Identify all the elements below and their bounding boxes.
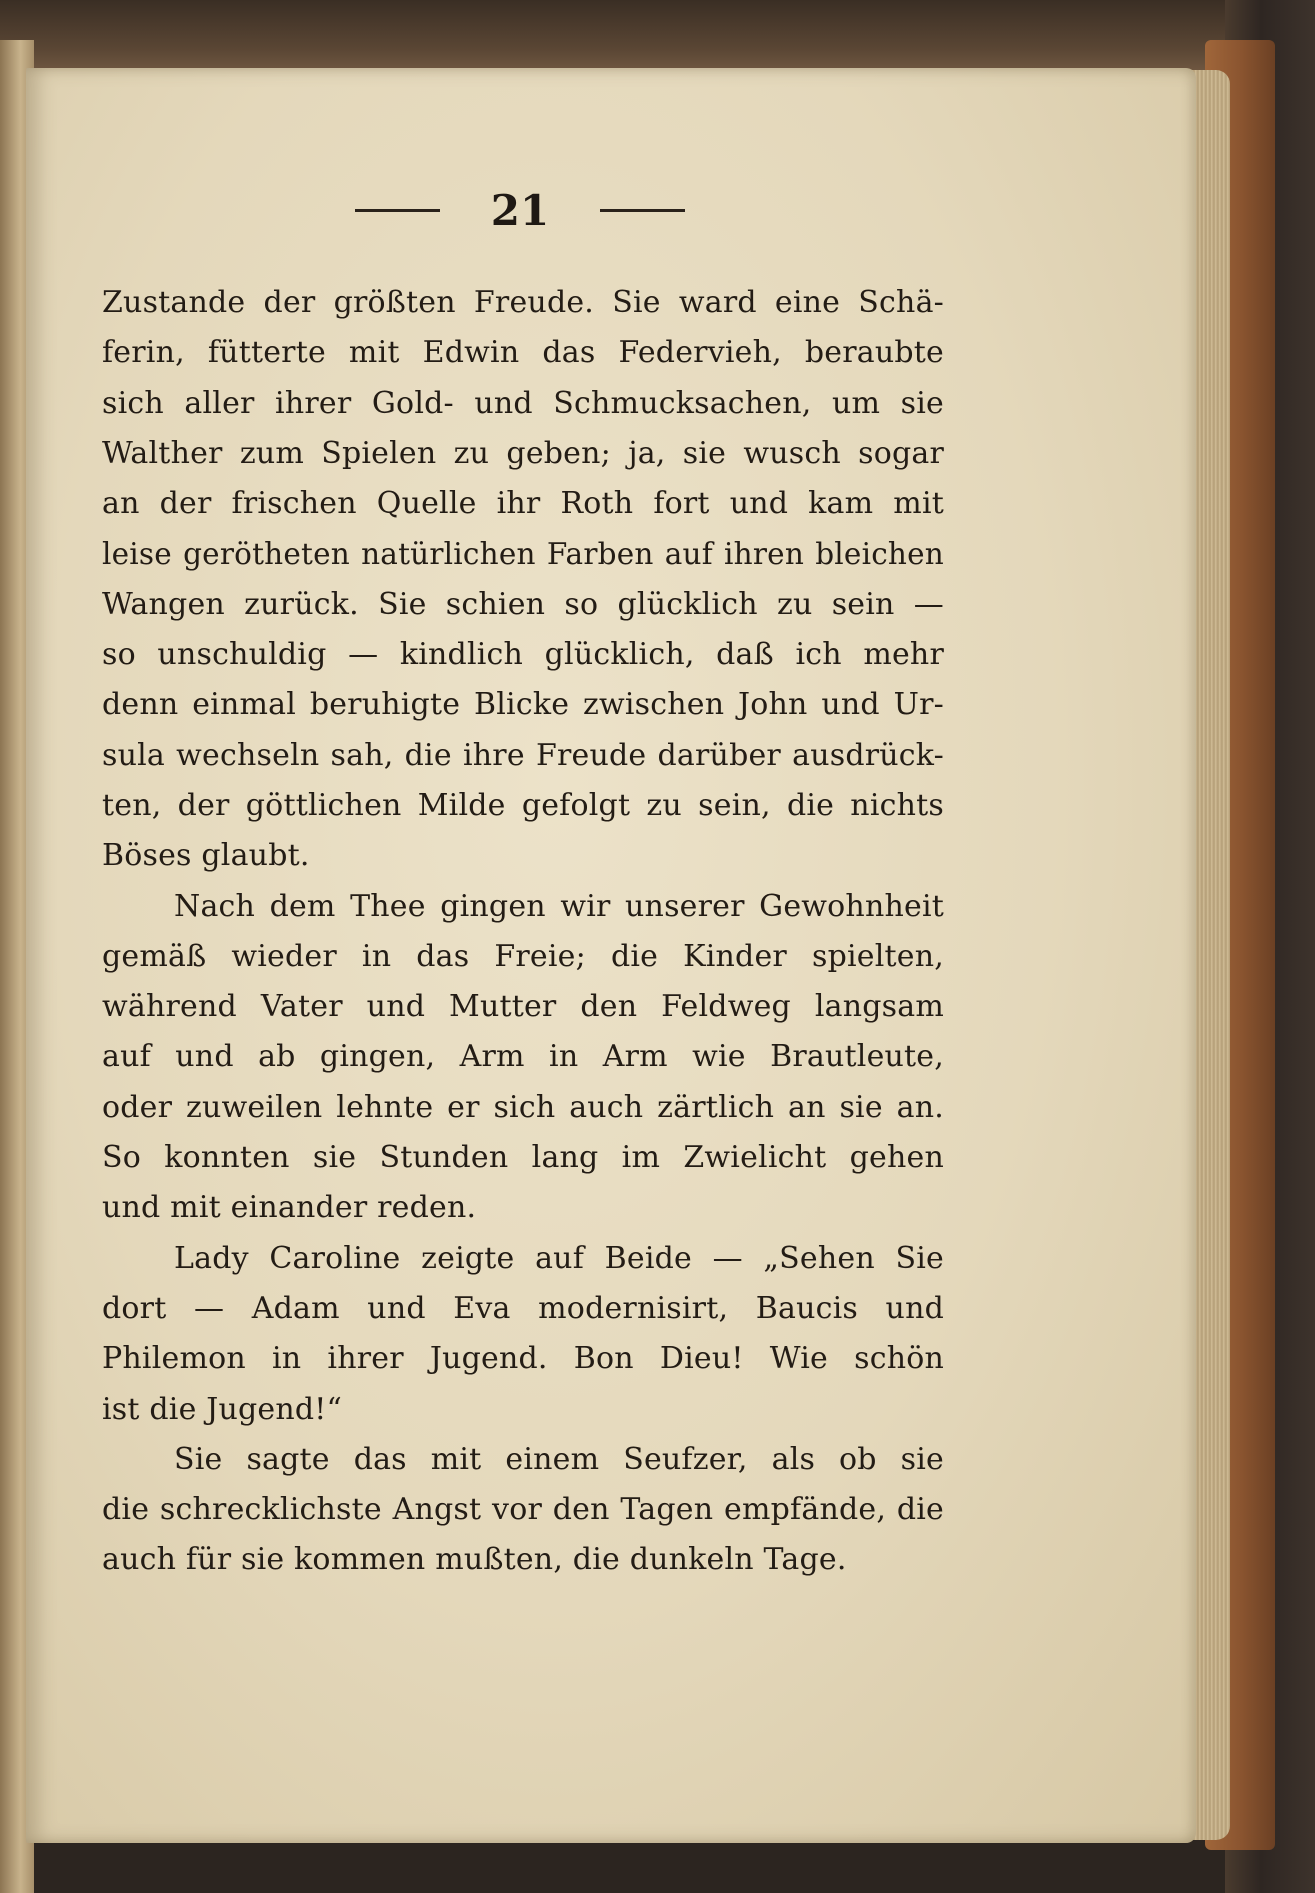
text-line: ist die Jugend!“ xyxy=(102,1391,343,1427)
text-line: Nach dem Thee gingen wir unserer Gewohnheit xyxy=(174,888,944,924)
text-line: Sie sagte das mit einem Seufzer, als ob sie xyxy=(174,1441,944,1477)
text-line: Wangen zurück. Sie schien so glücklich zu sein — xyxy=(102,586,944,622)
paragraph xyxy=(102,1234,944,1435)
book-binding-top xyxy=(0,0,1315,70)
text-line: ten, der göttlichen Milde gefolgt zu sein, die nichts xyxy=(102,787,944,823)
paragraph xyxy=(102,278,944,882)
text-line: denn einmal beruhigte Blicke zwischen John und Ur- xyxy=(102,687,944,723)
text-line: auch für sie kommen mußten, die dunkeln Tage. xyxy=(102,1542,847,1578)
paragraph xyxy=(102,882,944,1234)
text-line: sula wechseln sah, die ihre Freude darüber ausdrück- xyxy=(102,737,944,773)
text-line: an der frischen Quelle ihr Roth fort und kam mit xyxy=(102,486,944,522)
text-line: leise gerötheten natürlichen Farben auf ihren bleichen xyxy=(102,537,944,572)
text-line: Zustande der größten Freude. Sie ward eine Schä- xyxy=(102,285,944,320)
text-line: oder zuweilen lehnte er sich auch zärtlich an sie an. xyxy=(102,1089,944,1125)
text-line: ferin, fütterte mit Edwin das Federvieh, beraubte xyxy=(102,335,944,371)
text-line: Böses glaubt. xyxy=(102,838,310,874)
page-number: 21 xyxy=(490,185,550,235)
text-line: während Vater und Mutter den Feldweg langsam xyxy=(102,989,944,1025)
paragraph xyxy=(102,1435,944,1586)
text-line: gemäß wieder in das Freie; die Kinder spielten, xyxy=(102,938,944,974)
header-rule-right xyxy=(600,209,685,212)
text-line: So konnten sie Stunden lang im Zwielicht gehen xyxy=(102,1140,944,1176)
text-line: dort — Adam und Eva modernisirt, Baucis und xyxy=(102,1290,944,1326)
text-line: Walther zum Spielen zu geben; ja, sie wusch sogar xyxy=(102,435,944,471)
page-body-text xyxy=(102,278,944,1586)
text-line: auf und ab gingen, Arm in Arm wie Brautleute, xyxy=(102,1039,944,1075)
text-line: Philemon in ihrer Jugend. Bon Dieu! Wie schön xyxy=(102,1341,944,1377)
text-line: Lady Caroline zeigte auf Beide — „Sehen Sie xyxy=(174,1240,944,1276)
text-line: und mit einander reden. xyxy=(102,1190,477,1226)
header-rule-left xyxy=(355,209,440,212)
text-line: die schrecklichste Angst vor den Tagen empfände, die xyxy=(102,1492,944,1528)
text-line: so unschuldig — kindlich glücklich, daß ich mehr xyxy=(102,637,944,673)
text-line: sich aller ihrer Gold- und Schmucksachen, um sie xyxy=(102,385,944,421)
page-header xyxy=(355,180,685,240)
